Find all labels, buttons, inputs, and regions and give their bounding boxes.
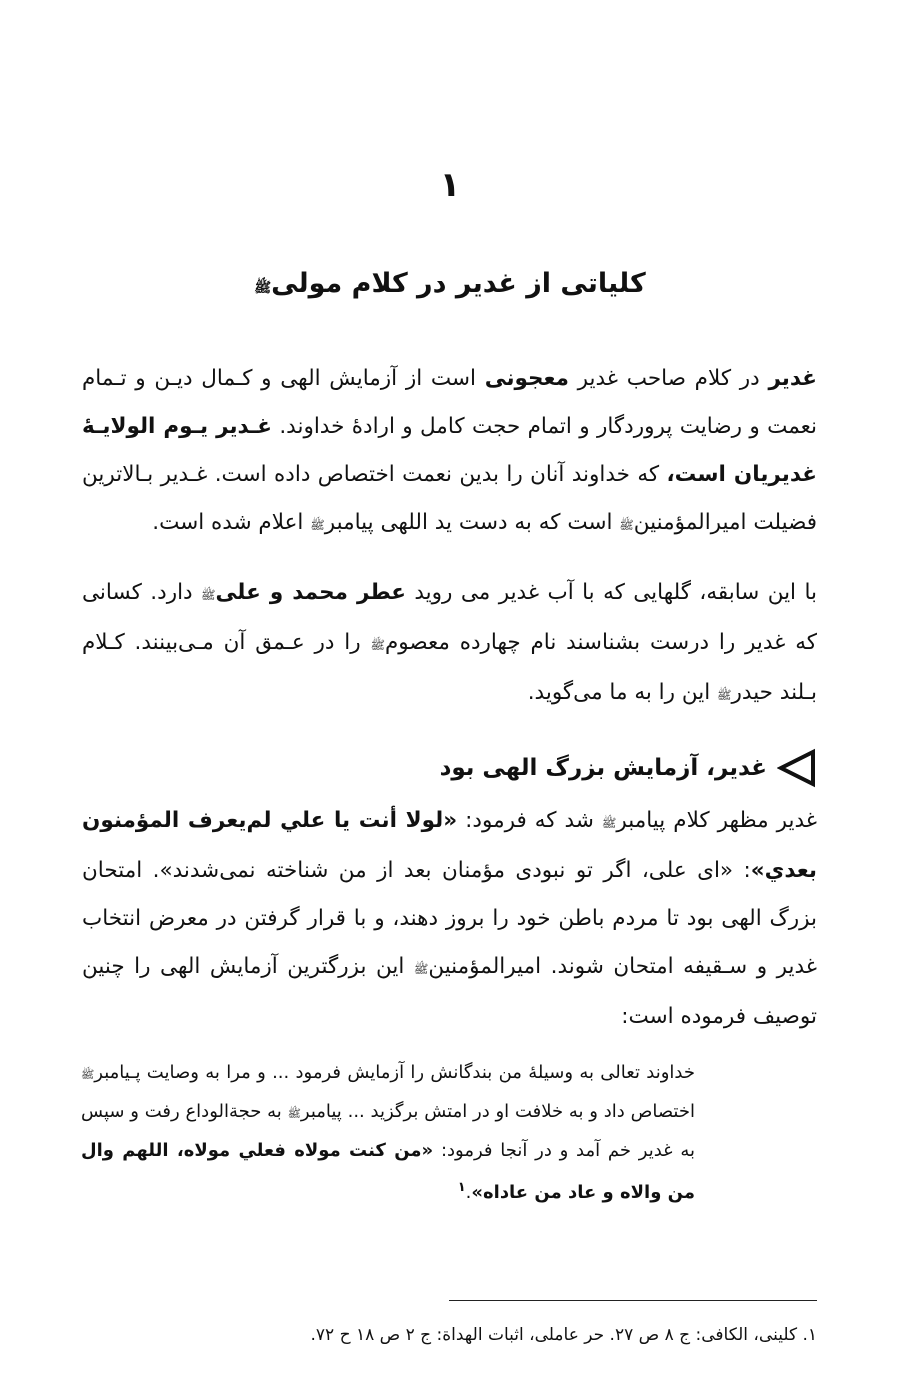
section-heading-text: غدیر، آزمایش بزرگ الهی بود bbox=[439, 755, 767, 781]
chapter-number: ۱ bbox=[439, 165, 461, 205]
hadith-quote: «لولا أنت یا علي لم‌یعرف المؤمنون بعدي» bbox=[82, 808, 817, 883]
salawat-mark: ﷺ bbox=[287, 1107, 301, 1120]
text-run: این بزرگترین آزمایش الهی را چنین توصیف فرموده است: bbox=[82, 954, 817, 1029]
text-run: خداوند تعالی به وسیلۀ من بندگانش را آزمایش فرمود ... و مرا به وصایت پـیامبر bbox=[94, 1062, 695, 1083]
block-quote bbox=[81, 1054, 695, 1211]
salawat-mark: ﷺ bbox=[81, 1068, 95, 1081]
footnote: ۱. کلینی، الکافی: ج ۸ ص ۲۷. حر عاملی، اثبات الهداة: ج ۲ ص ۱۸ ح ۷۲. bbox=[310, 1325, 817, 1345]
text-run: غدیر مظهر کلام پیامبر bbox=[616, 808, 817, 833]
text-run: است که به دست ید اللهی پیامبر bbox=[324, 510, 620, 535]
bold-term: غـدیر یـوم الولایـۀ غدیریان است، bbox=[82, 414, 817, 487]
triangle-marker-icon bbox=[777, 748, 817, 788]
chapter-title bbox=[0, 268, 900, 300]
salawat-mark: ﷺ bbox=[254, 280, 272, 296]
salawat-mark: ﷺ bbox=[619, 518, 634, 532]
text-run: اختصاص داد و به خلافت او در امتش برگزید ... پیامبر bbox=[300, 1101, 695, 1122]
text-run: این را به ما می‌گوید. bbox=[527, 680, 718, 705]
text-run: اعلام شده است. bbox=[152, 510, 311, 535]
hadith-quote: «من کنت مولاه فعلي مولاه، اللهم وال من والاه و عاد من عاداه» bbox=[81, 1140, 695, 1203]
bold-term: معجونی bbox=[484, 366, 569, 391]
text-run: شد که فرمود: bbox=[457, 808, 602, 833]
text-run: : «ای علی، اگر تو نبودی مؤمنان بعد از من شناخته نمی‌شدند». امتحان بزرگ الهی بود تا مردم باطن خود را بروز دهند، و با قرار گرفتن در معرض انتخاب غدیر و سـقیفه امتحان شوند. امیرالمؤمنین bbox=[82, 858, 817, 979]
text-run: است از آزمایش الهی و کـمال دیـن و تـمام نعمت و رضایت پروردگار و اتمام حجت کامل و ارادۀ خداوند. bbox=[82, 366, 817, 439]
text-run: را در عـمق آن مـی‌بینند. کـلام بـلند حیدر bbox=[82, 630, 817, 705]
footnote-reference[interactable]: ۱ bbox=[457, 1180, 466, 1195]
second-paragraph bbox=[82, 569, 817, 719]
intro-paragraph bbox=[82, 355, 817, 549]
footnote-divider bbox=[449, 1300, 817, 1301]
bold-term: غدیر bbox=[768, 366, 817, 391]
text-run: به حجة‌الوداع رفت و سپس به غدیر خم آمد و در آنجا فرمود: bbox=[81, 1101, 695, 1161]
salawat-mark: ﷺ bbox=[413, 962, 429, 976]
text-run: . bbox=[465, 1182, 472, 1203]
salawat-mark: ﷺ bbox=[601, 816, 617, 830]
third-paragraph bbox=[82, 797, 817, 1041]
salawat-mark: ﷺ bbox=[201, 588, 216, 602]
section-heading bbox=[82, 744, 817, 792]
salawat-mark: ﷺ bbox=[370, 638, 385, 652]
bold-term: عطر محمد و علی bbox=[215, 580, 406, 605]
text-run: با این سابقه، گلهایی که با آب غدیر می روید bbox=[405, 580, 817, 605]
chapter-title-text: کلیاتی از غدیر در کلام مولی bbox=[271, 268, 646, 299]
text-run: که خداوند آنان را بدین نعمت اختصاص داده است. غـدیر بـالاترین فضیلت امیرالمؤمنین bbox=[82, 462, 817, 535]
salawat-mark: ﷺ bbox=[310, 518, 325, 532]
text-run: دارد. کسانی که غدیر را درست بشناسند نام چهارده معصوم bbox=[82, 580, 817, 655]
text-run: در کلام صاحب غدیر bbox=[568, 366, 769, 391]
salawat-mark: ﷺ bbox=[717, 688, 732, 702]
